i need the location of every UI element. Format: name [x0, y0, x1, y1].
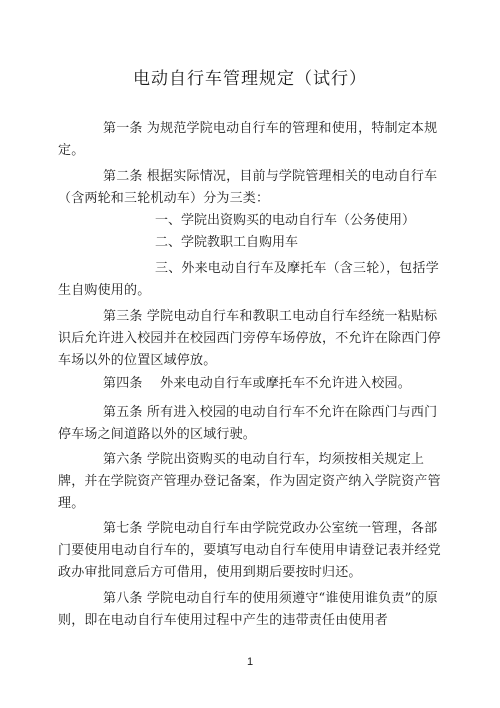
article-3: 第三条 学院电动自行车和教职工电动自行车经统一粘贴标识后允许进入校园并在校园西门旁停车场停放，不允许在除西门停车场以外的位置区域停放。	[58, 309, 441, 368]
category-1: 一、学院出资购买的电动自行车（公务使用）	[155, 213, 416, 228]
article-7: 第七条 学院电动自行车由学院党政办公室统一管理，各部门要使用电动自行车的，要填写电动自行车使用申请登记表并经党政办审批同意后方可借用，使用到期后要按时归还。	[58, 521, 441, 580]
article-2: 第二条 根据实际情况，目前与学院管理相关的电动自行车（含两轮和三轮机动车）分为三类：	[58, 169, 438, 206]
article-4: 第四条 外来电动自行车或摩托车不允许进入校园。	[103, 376, 411, 391]
article-1: 第一条 为规范学院电动自行车的管理和使用，特制定本规定。	[58, 121, 438, 158]
page-number: 1	[246, 656, 254, 668]
document-title: 电动自行车管理规定（试行）	[133, 69, 367, 89]
article-5: 第五条 所有进入校园的电动自行车不允许在除西门与西门停车场之间道路以外的区域行驶。	[58, 405, 438, 442]
article-8: 第八条 学院电动自行车的使用须遵守“谁使用谁负责”的原则，即在电动自行车使用过程中产生的违带责任由使用者	[58, 591, 438, 628]
article-6: 第六条 学院出资购买的电动自行车，均须按相关规定上牌，并在学院资产管理办登记备案，作为固定资产纳入学院资产管理。	[58, 452, 441, 511]
category-2: 二、学院教职工自购用车	[155, 235, 299, 250]
category-3: 三、外来电动自行车及摩托车（含三轮），包括学生自购使用的。	[58, 261, 439, 298]
